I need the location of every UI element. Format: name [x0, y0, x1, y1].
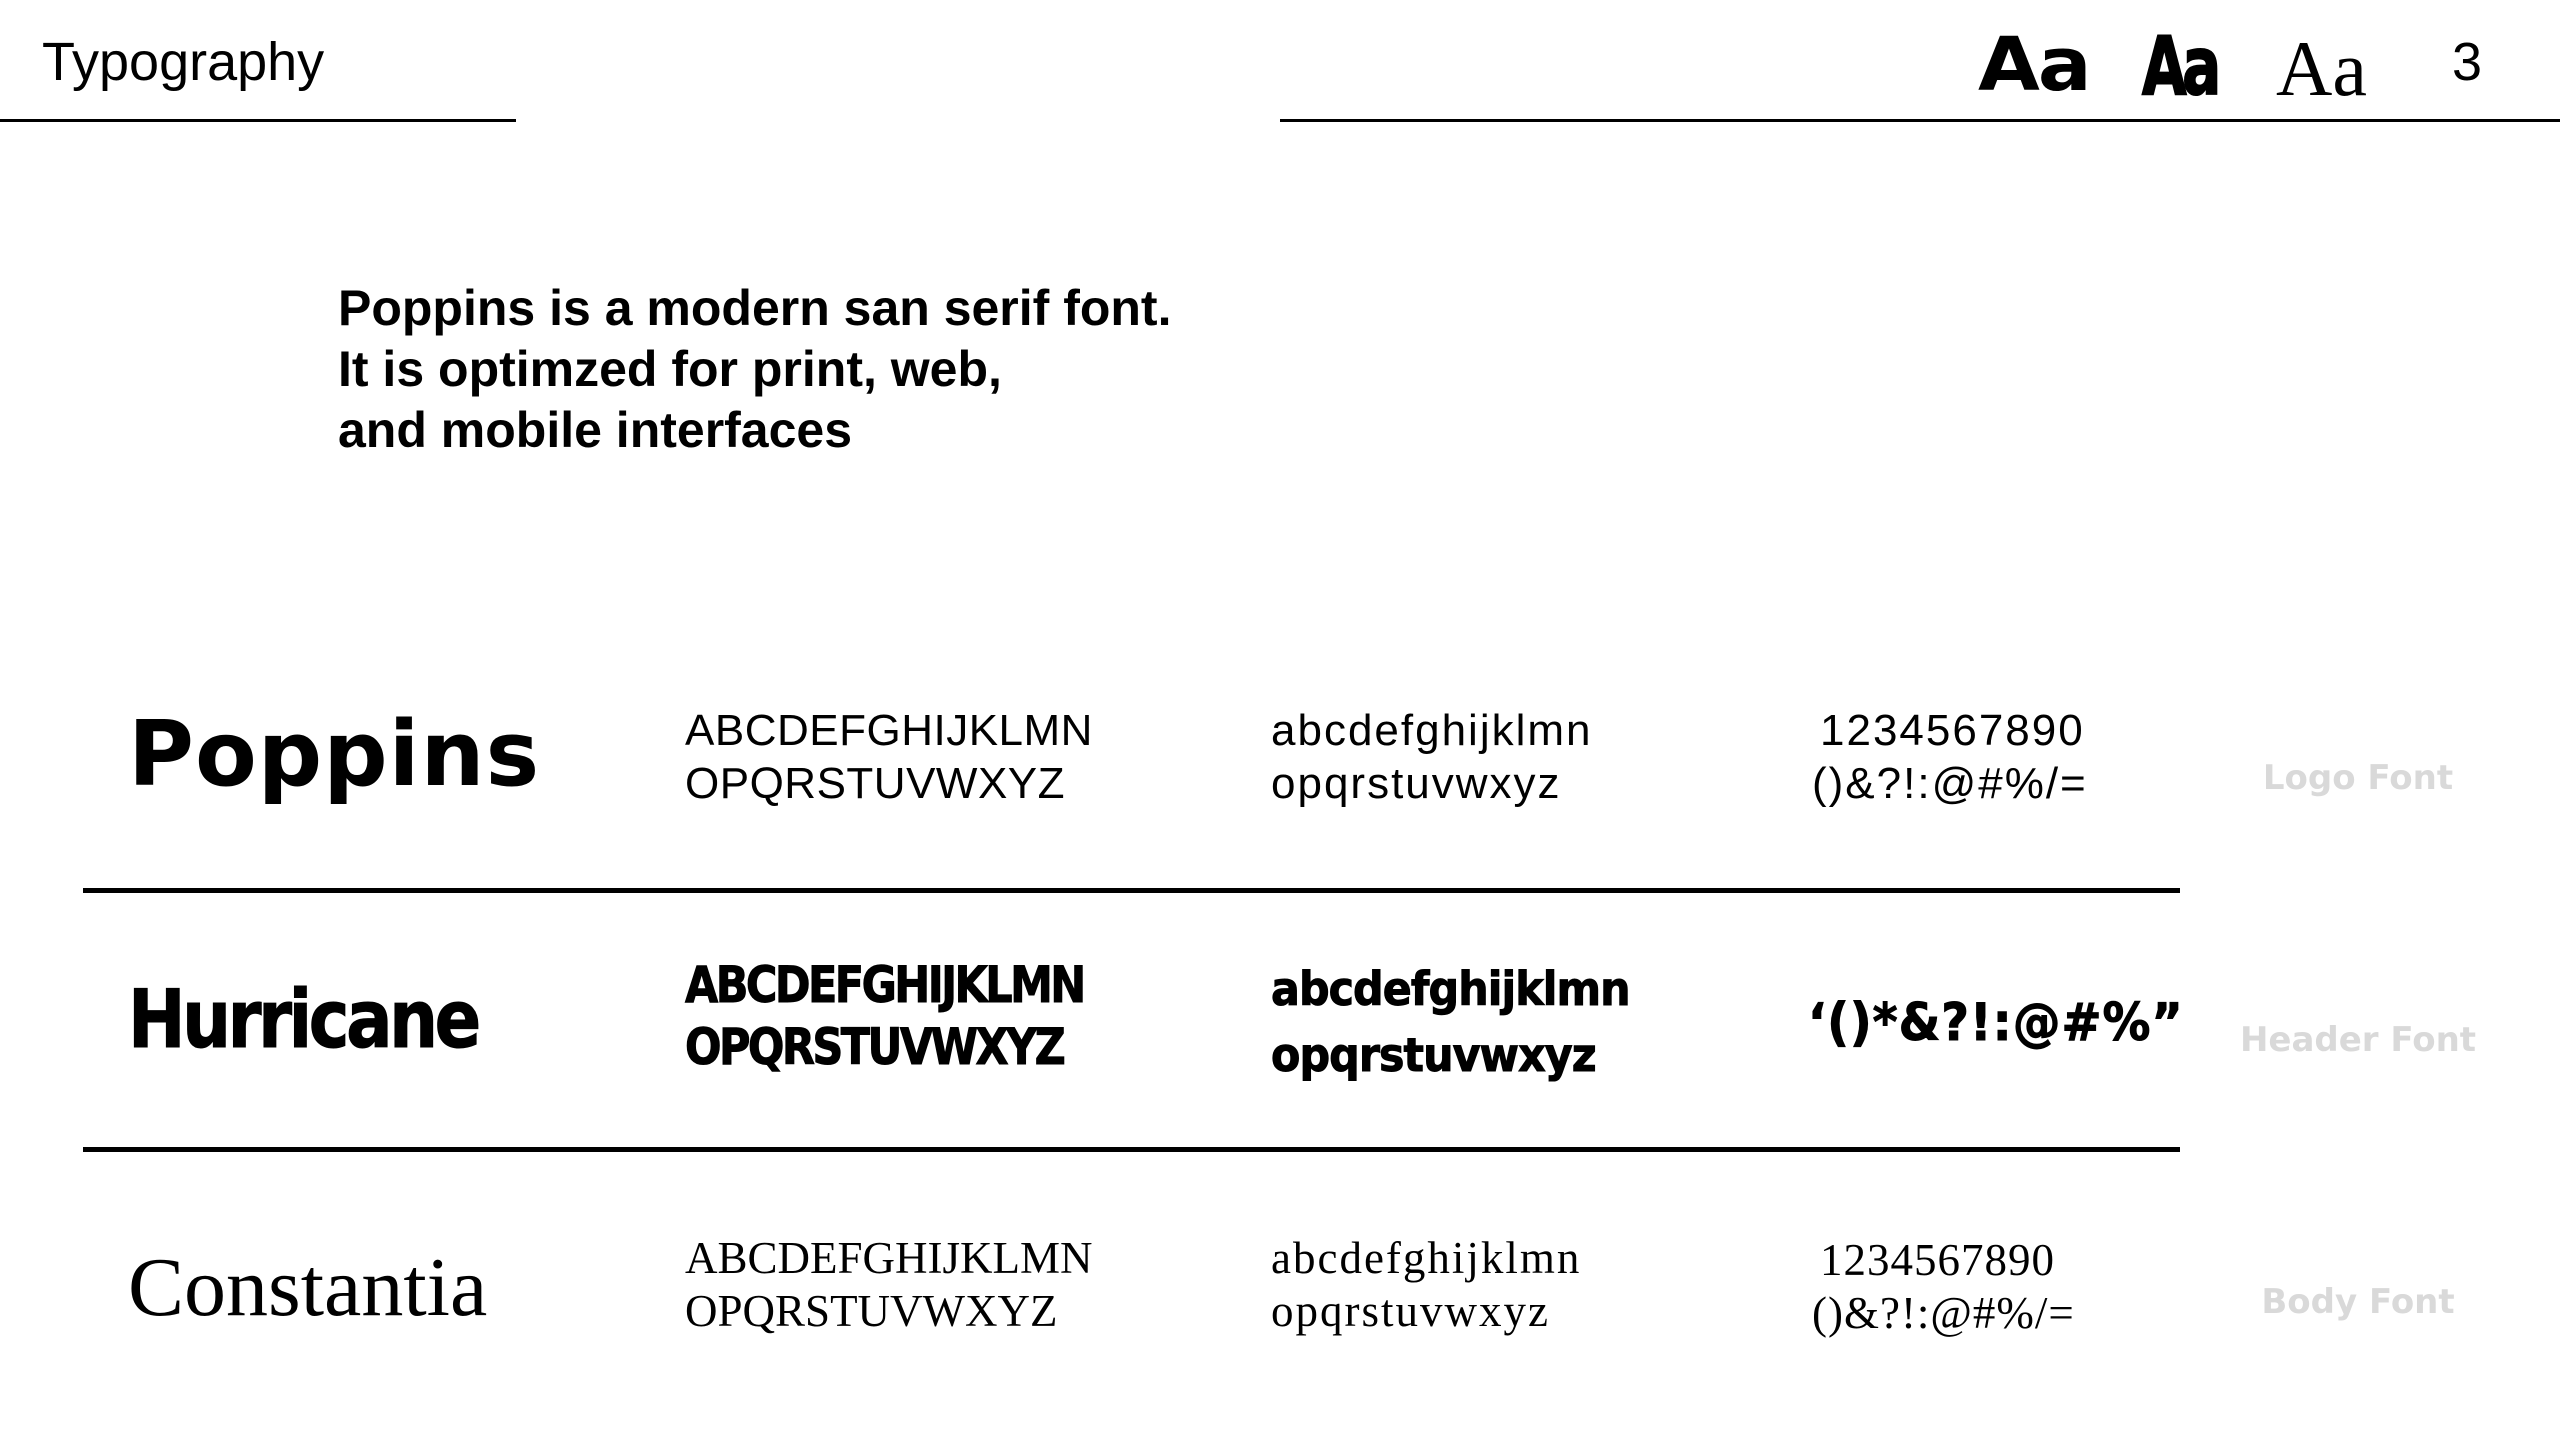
symbols-line: ()&?!:@#%/= — [1812, 1288, 2075, 1338]
hurricane-symbols — [1808, 990, 2184, 1056]
usage-label-body: Body Font — [2261, 1282, 2455, 1322]
font-name-constantia: Constantia — [128, 1241, 488, 1334]
header-divider-left — [0, 119, 516, 122]
specimen-constantia: Aa — [2276, 25, 2367, 112]
intro-line: Poppins is a modern san serif font. — [338, 280, 1172, 336]
poppins-lowercase — [1271, 704, 1593, 810]
uppercase-line: ABCDEFGHIJKLMN — [685, 956, 1084, 1014]
font-name-poppins: Poppins — [128, 702, 541, 807]
lowercase-line: opqrstuvwxyz — [1271, 1286, 1550, 1336]
uppercase-line: OPQRSTUVWXYZ — [685, 759, 1066, 808]
constantia-lowercase — [1271, 1232, 1581, 1338]
font-name-hurricane: Hurricane — [128, 973, 478, 1066]
lowercase-line: abcdefghijklmn — [1271, 962, 1630, 1016]
row-divider — [83, 1147, 2180, 1152]
lowercase-line: abcdefghijklmn — [1271, 1233, 1582, 1283]
usage-label-header: Header Font — [2239, 1020, 2477, 1060]
intro-line: It is optimzed for print, web, — [338, 341, 1002, 397]
lowercase-line: abcdefghijklmn — [1271, 706, 1593, 755]
specimen-poppins: Aa — [1978, 22, 2090, 108]
hurricane-uppercase — [685, 954, 1084, 1078]
poppins-uppercase — [685, 704, 1093, 810]
hurricane-lowercase — [1271, 956, 1630, 1088]
numbers-line: 1234567890 — [1820, 706, 2085, 755]
lowercase-line: opqrstuvwxyz — [1271, 759, 1562, 808]
symbols-line: ()&?!:@#%/= — [1812, 759, 2088, 808]
specimen-hurricane: Aa — [2142, 20, 2217, 113]
uppercase-line: ABCDEFGHIJKLMN — [685, 706, 1093, 755]
intro-line: and mobile interfaces — [338, 402, 853, 458]
usage-label-logo: Logo Font — [2262, 758, 2454, 798]
intro-paragraph — [338, 278, 1171, 461]
page-number: 3 — [2452, 32, 2483, 92]
constantia-uppercase — [685, 1232, 1093, 1338]
uppercase-line: OPQRSTUVWXYZ — [685, 1018, 1064, 1076]
symbols-line: ‘()*&?!:@#%” — [1808, 993, 2184, 1053]
lowercase-line: opqrstuvwxyz — [1271, 1028, 1596, 1082]
header-divider-right — [1280, 119, 2560, 122]
uppercase-line: OPQRSTUVWXYZ — [685, 1286, 1058, 1336]
page-title: Typography — [42, 32, 325, 92]
poppins-numbers — [1812, 704, 2088, 810]
numbers-line: 1234567890 — [1820, 1235, 2055, 1285]
row-divider — [83, 888, 2180, 893]
uppercase-line: ABCDEFGHIJKLMN — [685, 1233, 1093, 1283]
constantia-numbers — [1812, 1234, 2075, 1340]
